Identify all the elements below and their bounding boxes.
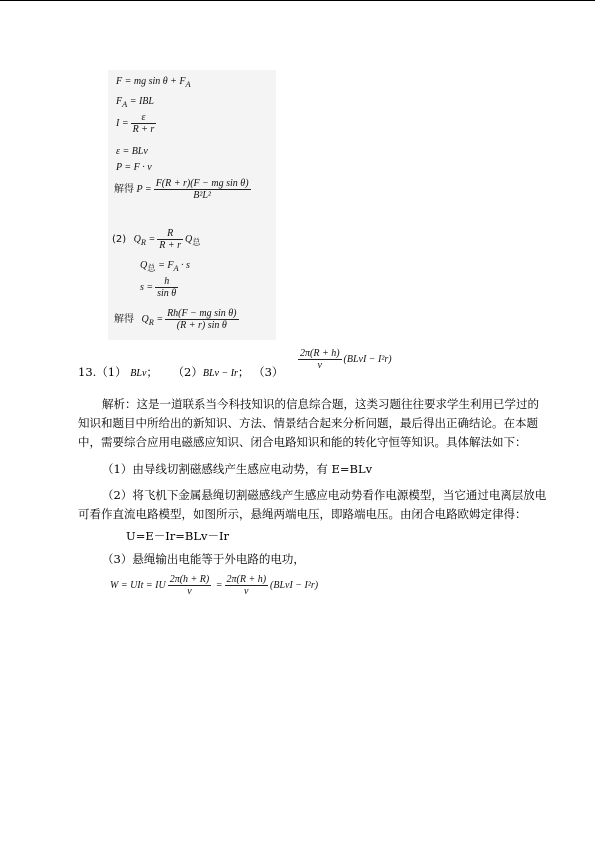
analysis-step-3: （3）悬绳输出电能等于外电路的电功， — [102, 552, 305, 566]
question-number: 13. — [78, 365, 97, 379]
answer-13-part-2: BLv − Ir — [202, 368, 238, 379]
equation-power-result: 解得 P = $\frac{\text{F(R + r)(F − mg sin θ)}}{\text{B²L²}}$ — [114, 178, 249, 201]
equation-distance: s = $\frac{h}{\text{sin θ}}$ — [140, 276, 177, 299]
analysis-step-1: （1）由导线切割磁感线产生感应电动势，有 E=BLv — [102, 462, 373, 476]
equation-heat-result: 解得 $Q_R$ = $\frac{\text{Rh(F − mg sin θ)}}{\text{(R + r) sin θ}}$ — [114, 308, 237, 331]
equation-ampere-force: $F_A$ = IBL — [116, 96, 154, 109]
analysis-intro: 解析：这是一道联系当今科技知识的信息综合题，这类习题往往要求学生利用已学过的知识和题目中所给出的新知识、方法、情景结合起来分析问题，最后得出正确结论。在本题中，需要综合应用电磁感应知识、闭合电路知识和能的转化守恒等知识。具体解法如下： — [78, 397, 539, 449]
analysis-step-2-equation: U=E－Ir=BLv－Ir — [126, 529, 230, 543]
equation-scan-image — [108, 70, 276, 340]
equation-force: F = mg $\sin \theta + F_A$ — [116, 76, 191, 89]
analysis-step-2: （2）将飞机下金属悬绳切割磁感线产生感应电动势看作电源模型，当它通过电离层放电可看作直流电路模型，如图所示，悬绳两端电压，即路端电压。由闭合电路欧姆定律得： — [78, 488, 547, 521]
equation-heat-ratio: (2) $Q_R$ = $\frac{R}{R + r}$ $Q_总$ — [112, 228, 201, 251]
work-equation: W = UIt = IU $\frac{2\pi(h + R)}{v}$ = $\frac{2\pi(R + h)}{v}$ (BLvI − I²r) — [110, 574, 319, 597]
answer-13-part-3: $\frac{2\pi(R + h)}{v}$ (BLvI − I²r) — [300, 348, 392, 371]
equation-emf: ε = BLv — [116, 146, 148, 157]
equation-total-heat: $Q_总 = F_A \cdot s$ — [140, 260, 190, 273]
equation-current: I = $\frac{\varepsilon}{R + r}$ — [116, 112, 155, 135]
top-rule — [0, 0, 595, 1]
answer-13-line: 13.（1） BLv； （2）BLv − Ir； （3） — [78, 365, 284, 379]
equation-power-def: P = F · v — [116, 162, 152, 173]
answer-13-part-1: BLv — [130, 368, 147, 379]
